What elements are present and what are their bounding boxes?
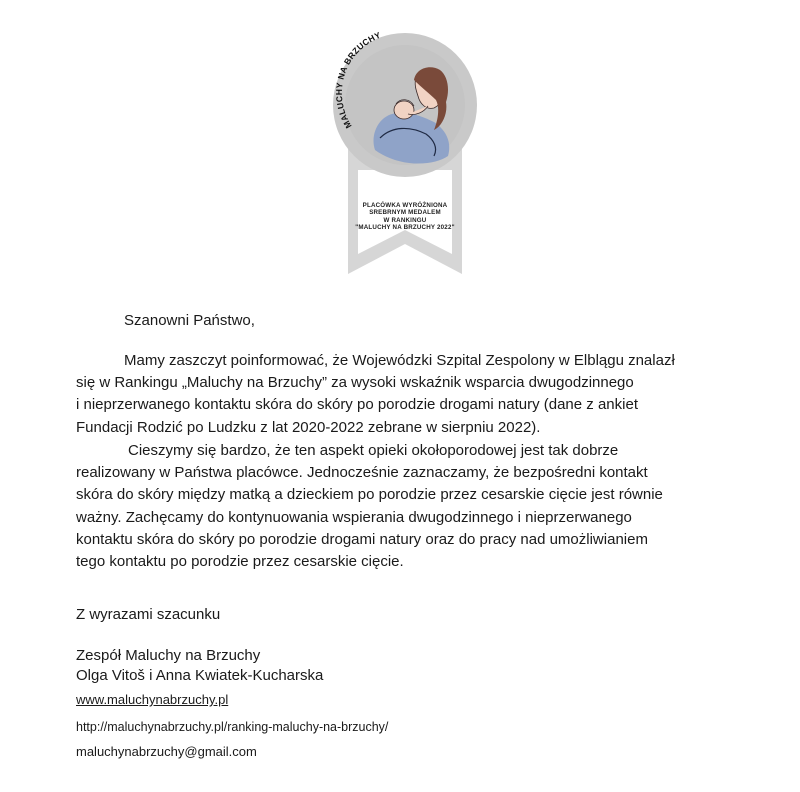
medal-caption-line: PLACÓWKA WYRÓŻNIONA — [362, 202, 448, 209]
medal-arc-text: MALUCHY NA BRZUCHY — [333, 30, 383, 131]
ranking-url[interactable]: http://maluchynabrzuchy.pl/ranking-maluchy-na-brzuchy/ — [76, 720, 389, 734]
email-address[interactable]: maluchynabrzuchy@gmail.com — [76, 744, 257, 759]
signature-block — [76, 646, 323, 686]
paragraph-line: i nieprzerwanego kontaktu skóra do skóry po porodzie drogami natury (dane z ankiet — [76, 396, 638, 414]
paragraph-line: ważny. Zachęcamy do kontynuowania wspierania dwugodzinnego i nieprzerwanego — [76, 508, 632, 526]
medal-caption-line: "MALUCHY NA BRZUCHY 2022" — [355, 224, 455, 232]
closing: Z wyrazami szacunku — [76, 606, 221, 623]
medal-caption-line: W RANKINGU — [383, 216, 427, 224]
paragraph-line: się w Rankingu „Maluchy na Brzuchy” za wysoki wskaźnik wsparcia dwugodzinnego — [76, 374, 634, 392]
medal-caption — [330, 202, 480, 232]
paragraph-line: realizowany w Państwa placówce. Jednocześnie zaznaczamy, że bezpośredni kontakt — [76, 464, 648, 482]
salutation: Szanowni Państwo, — [124, 312, 255, 329]
paragraph-line: Mamy zaszczyt poinformować, że Wojewódzki Szpital Zespolony w Elblągu znalazł — [124, 352, 675, 369]
paragraph-line: Fundacji Rodzić po Ludzku z lat 2020-2022 zebrane w sierpniu 2022). — [76, 418, 541, 436]
paragraph-line: skóra do skóry między matką a dzieckiem po porodzie przez cesarskie cięcie jest równie — [76, 486, 663, 504]
website-link[interactable]: www.maluchynabrzuchy.pl — [76, 692, 229, 707]
paragraph-line: kontaktu skóra do skóry po porodzie drogami natury oraz do pracy nad umożliwianiem — [76, 530, 648, 548]
team-name: Zespół Maluchy na Brzuchy — [76, 647, 261, 664]
medal-graphic — [330, 30, 480, 276]
medal-caption-line: SREBRNYM MEDALEM — [369, 209, 441, 217]
paragraph-1 — [76, 350, 736, 439]
silver-medal-logo — [330, 30, 480, 276]
paragraph-line: Cieszymy się bardzo, że ten aspekt opieki okołoporodowej jest tak dobrze — [128, 442, 619, 459]
paragraph-2 — [76, 440, 736, 573]
paragraph-line: tego kontaktu po porodzie przez cesarskie cięcie. — [76, 553, 404, 571]
signers: Olga Vitoš i Anna Kwiatek-Kucharska — [76, 667, 324, 684]
